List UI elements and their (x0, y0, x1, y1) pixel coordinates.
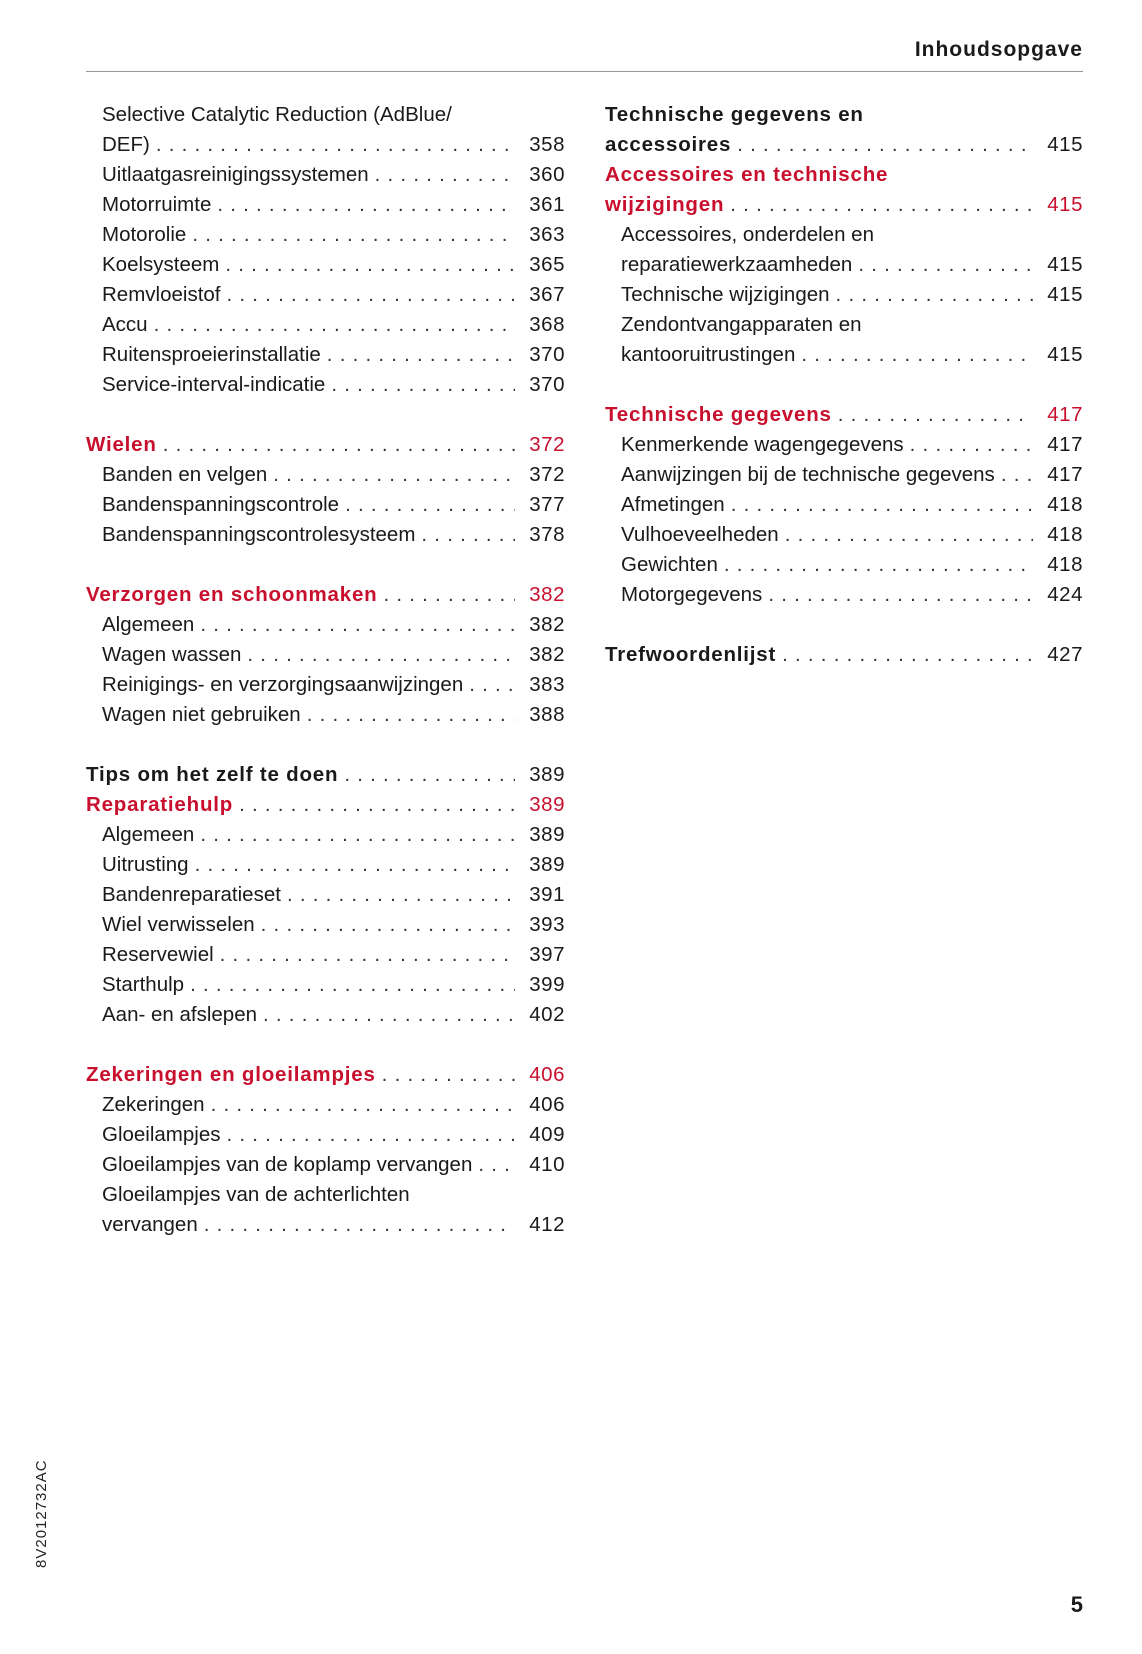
dot-leader (421, 523, 515, 547)
toc-page-number: 424 (1047, 583, 1083, 606)
dot-leader (344, 763, 515, 787)
toc-page-number: 360 (529, 163, 565, 186)
dot-leader (858, 253, 1033, 277)
toc-page-number: 402 (529, 1003, 565, 1026)
toc-entry[interactable] (86, 1090, 565, 1120)
toc-page-number: 410 (529, 1153, 565, 1176)
page-number: 5 (1070, 1592, 1083, 1617)
toc-entry[interactable] (86, 1120, 565, 1150)
toc-entry[interactable] (605, 220, 1083, 250)
dot-leader (785, 523, 1033, 547)
dot-leader (382, 1063, 515, 1087)
toc-page-number: 372 (529, 463, 565, 486)
dot-leader (227, 283, 516, 307)
dot-leader (200, 613, 515, 637)
toc-entry-title: kantooruitrustingen (621, 343, 796, 366)
toc-entry-title: Tips om het zelf te doen (86, 763, 339, 786)
toc-entry-title: Wiel verwisselen (102, 913, 255, 936)
dot-leader (838, 403, 1033, 427)
dot-leader (724, 553, 1033, 577)
dot-leader (731, 493, 1033, 517)
toc-entry-title: Wagen wassen (102, 643, 242, 666)
dot-leader (287, 883, 515, 907)
toc-entry[interactable] (605, 280, 1083, 310)
dot-leader (190, 973, 515, 997)
dot-leader (154, 313, 515, 337)
dot-leader (261, 913, 515, 937)
toc-entry-title: Uitrusting (102, 853, 189, 876)
toc-entry-title: accessoires (605, 133, 732, 156)
toc-entry-title: Wagen niet gebruiken (102, 703, 301, 726)
toc-entry[interactable] (86, 850, 565, 880)
dot-leader (307, 703, 515, 727)
toc-page-number: 370 (529, 373, 565, 396)
dot-leader (836, 283, 1033, 307)
toc-section-heading[interactable] (605, 100, 1083, 130)
toc-page-number: 397 (529, 943, 565, 966)
toc-entry[interactable] (86, 520, 565, 550)
toc-entry-title: Zendontvangapparaten en (621, 313, 862, 336)
toc-entry[interactable] (86, 940, 565, 970)
toc-spacer (86, 400, 565, 430)
toc-entry-title: Motorgegevens (621, 583, 763, 606)
toc-entry-title: Bandenreparatieset (102, 883, 281, 906)
toc-entry[interactable] (86, 640, 565, 670)
toc-section-heading[interactable] (605, 130, 1083, 160)
toc-entry-title: Kenmerkende wagengegevens (621, 433, 904, 456)
toc-page-number: 370 (529, 343, 565, 366)
toc-entry-title: DEF) (102, 133, 150, 156)
toc-spacer (605, 610, 1083, 640)
toc-page-number: 378 (529, 523, 565, 546)
toc-entry-title: vervangen (102, 1213, 198, 1236)
toc-entry-title: Algemeen (102, 823, 195, 846)
toc-page-number: 389 (529, 763, 565, 786)
dot-leader (273, 463, 515, 487)
toc-spacer (86, 550, 565, 580)
toc-spacer (605, 370, 1083, 400)
toc-page-number: 415 (1047, 133, 1083, 156)
toc-entry-title: Gloeilampjes van de koplamp vervangen (102, 1153, 473, 1176)
toc-entry[interactable] (86, 1210, 565, 1240)
toc-entry[interactable] (86, 910, 565, 940)
dot-leader (737, 133, 1033, 157)
dot-leader (910, 433, 1033, 457)
toc-page-number: 368 (529, 313, 565, 336)
toc-entry-title: Technische gegevens en (605, 103, 864, 126)
document-id: 8V2012732AC (33, 1459, 50, 1568)
dot-leader (383, 583, 515, 607)
toc-page-number: 415 (1047, 193, 1083, 216)
toc-page-number: 367 (529, 283, 565, 306)
toc-spacer (86, 1030, 565, 1060)
toc-page-number: 415 (1047, 253, 1083, 276)
toc-section-heading[interactable] (86, 1060, 565, 1090)
toc-entry-title: Afmetingen (621, 493, 725, 516)
toc-page-number: 393 (529, 913, 565, 936)
dot-leader (801, 343, 1033, 367)
toc-page-number: 382 (529, 583, 565, 606)
header-rule (86, 71, 1083, 72)
toc-entry-title: Reinigings- en verzorgingsaanwijzingen (102, 673, 464, 696)
toc-entry-title: wijzigingen (605, 193, 725, 216)
toc-entry[interactable] (86, 1000, 565, 1030)
toc-page-number: 417 (1047, 463, 1083, 486)
toc-entry-title: Reparatiehulp (86, 793, 234, 816)
toc-section-heading[interactable] (86, 790, 565, 820)
dot-leader (225, 253, 515, 277)
toc-page-number: 406 (529, 1063, 565, 1086)
dot-leader (263, 1003, 515, 1027)
toc-page-number: 361 (529, 193, 565, 216)
toc-section-heading[interactable] (605, 190, 1083, 220)
toc-entry[interactable] (86, 700, 565, 730)
toc-entry[interactable] (86, 220, 565, 250)
dot-leader (730, 193, 1033, 217)
toc-entry-title: Verzorgen en schoonmaken (86, 583, 378, 606)
dot-leader (469, 673, 515, 697)
running-header: Inhoudsopgave (914, 38, 1083, 61)
toc-entry-title: Zekeringen (102, 1093, 205, 1116)
toc-page-number: 412 (529, 1213, 565, 1236)
toc-page-number: 415 (1047, 343, 1083, 366)
toc-page-number: 409 (529, 1123, 565, 1146)
toc-entry-title: Zekeringen en gloeilampjes (86, 1063, 376, 1086)
dot-leader (220, 943, 515, 967)
toc-entry-title: Banden en velgen (102, 463, 268, 486)
toc-entry[interactable] (86, 460, 565, 490)
toc-entry-title: Service-interval-indicatie (102, 373, 326, 396)
toc-entry[interactable] (605, 430, 1083, 460)
toc-section-heading[interactable] (86, 760, 565, 790)
dot-leader (200, 823, 515, 847)
toc-entry[interactable] (605, 250, 1083, 280)
toc-entry[interactable] (605, 550, 1083, 580)
toc-section-heading[interactable] (86, 580, 565, 610)
toc-entry[interactable] (86, 670, 565, 700)
toc-entry-title: Gloeilampjes (102, 1123, 221, 1146)
toc-entry-title: Aanwijzingen bij de technische gegevens (621, 463, 995, 486)
toc-page-number: 427 (1047, 643, 1083, 666)
toc-entry[interactable] (605, 580, 1083, 610)
toc-entry[interactable] (605, 460, 1083, 490)
toc-page-number: 389 (529, 853, 565, 876)
toc-entry[interactable] (86, 1150, 565, 1180)
toc-entry[interactable] (86, 160, 565, 190)
toc-section-heading[interactable] (605, 640, 1083, 670)
toc-entry-title: Wielen (86, 433, 157, 456)
dot-leader (375, 163, 515, 187)
dot-leader (217, 193, 515, 217)
toc-page-number: 406 (529, 1093, 565, 1116)
toc-entry-title: Bandenspanningscontrole (102, 493, 340, 516)
dot-leader (156, 133, 515, 157)
toc-entry-title: Uitlaatgasreinigingssystemen (102, 163, 369, 186)
toc-page-number: 363 (529, 223, 565, 246)
toc-page-number: 372 (529, 433, 565, 456)
toc-page-number: 377 (529, 493, 565, 516)
toc-spacer (86, 730, 565, 760)
toc-entry[interactable] (86, 610, 565, 640)
toc-entry-title: Algemeen (102, 613, 195, 636)
toc-entry[interactable] (86, 190, 565, 220)
toc-section-heading[interactable] (605, 400, 1083, 430)
toc-entry[interactable] (605, 310, 1083, 340)
toc-page-number: 358 (529, 133, 565, 156)
toc-entry[interactable] (86, 880, 565, 910)
toc-entry[interactable] (86, 1180, 565, 1210)
toc-entry-title: Selective Catalytic Reduction (AdBlue/ (102, 103, 452, 126)
toc-page-number: 417 (1047, 433, 1083, 456)
toc-right-column (605, 100, 1083, 670)
toc-page-number: 365 (529, 253, 565, 276)
toc-entry-title: Bandenspanningscontrolesysteem (102, 523, 416, 546)
dot-leader (1001, 463, 1033, 487)
toc-entry-title: Ruitensproeierinstallatie (102, 343, 321, 366)
dot-leader (247, 643, 515, 667)
dot-leader (345, 493, 515, 517)
toc-entry-title: Aan- en afslepen (102, 1003, 258, 1026)
toc-page-number: 418 (1047, 493, 1083, 516)
toc-entry[interactable] (86, 310, 565, 340)
toc-page-number: 382 (529, 643, 565, 666)
dot-leader (478, 1153, 515, 1177)
toc-entry[interactable] (86, 970, 565, 1000)
toc-entry-title: Remvloeistof (102, 283, 221, 306)
dot-leader (192, 223, 515, 247)
toc-entry[interactable] (86, 340, 565, 370)
dot-leader (768, 583, 1033, 607)
toc-section-heading[interactable] (605, 160, 1083, 190)
toc-entry-title: Accu (102, 313, 148, 336)
toc-page-number: 383 (529, 673, 565, 696)
dot-leader (227, 1123, 516, 1147)
toc-entry[interactable] (605, 490, 1083, 520)
toc-entry[interactable] (86, 250, 565, 280)
dot-leader (204, 1213, 515, 1237)
toc-page-number: 399 (529, 973, 565, 996)
toc-entry-title: reparatiewerkzaamheden (621, 253, 853, 276)
toc-entry-title: Motorolie (102, 223, 187, 246)
dot-leader (327, 343, 515, 367)
toc-entry-title: Accessoires, onderdelen en (621, 223, 874, 246)
toc-page-number: 389 (529, 823, 565, 846)
toc-entry-title: Technische gegevens (605, 403, 832, 426)
toc-entry[interactable] (86, 100, 565, 130)
toc-entry[interactable] (605, 340, 1083, 370)
toc-page-number: 418 (1047, 553, 1083, 576)
toc-entry-title: Motorruimte (102, 193, 212, 216)
toc-page-number: 391 (529, 883, 565, 906)
toc-entry-title: Technische wijzigingen (621, 283, 830, 306)
toc-entry-title: Vulhoeveelheden (621, 523, 779, 546)
toc-entry[interactable] (86, 820, 565, 850)
toc-entry-title: Gewichten (621, 553, 718, 576)
toc-entry-title: Koelsysteem (102, 253, 220, 276)
dot-leader (782, 643, 1033, 667)
toc-page-number: 417 (1047, 403, 1083, 426)
toc-entry[interactable] (86, 490, 565, 520)
toc-entry-title: Starthulp (102, 973, 185, 996)
toc-entry[interactable] (86, 280, 565, 310)
toc-entry-title: Accessoires en technische (605, 163, 889, 186)
dot-leader (163, 433, 515, 457)
dot-leader (239, 793, 515, 817)
toc-left-column (86, 100, 565, 1240)
toc-page-number: 418 (1047, 523, 1083, 546)
toc-entry[interactable] (86, 130, 565, 160)
toc-entry[interactable] (605, 520, 1083, 550)
toc-entry[interactable] (86, 370, 565, 400)
toc-page-number: 389 (529, 793, 565, 816)
dot-leader (211, 1093, 515, 1117)
toc-entry-title: Gloeilampjes van de achterlichten (102, 1183, 410, 1206)
toc-page-number: 415 (1047, 283, 1083, 306)
toc-page-number: 382 (529, 613, 565, 636)
dot-leader (331, 373, 515, 397)
toc-entry-title: Trefwoordenlijst (605, 643, 777, 666)
toc-section-heading[interactable] (86, 430, 565, 460)
toc-page-number: 388 (529, 703, 565, 726)
toc-entry-title: Reservewiel (102, 943, 214, 966)
dot-leader (195, 853, 515, 877)
